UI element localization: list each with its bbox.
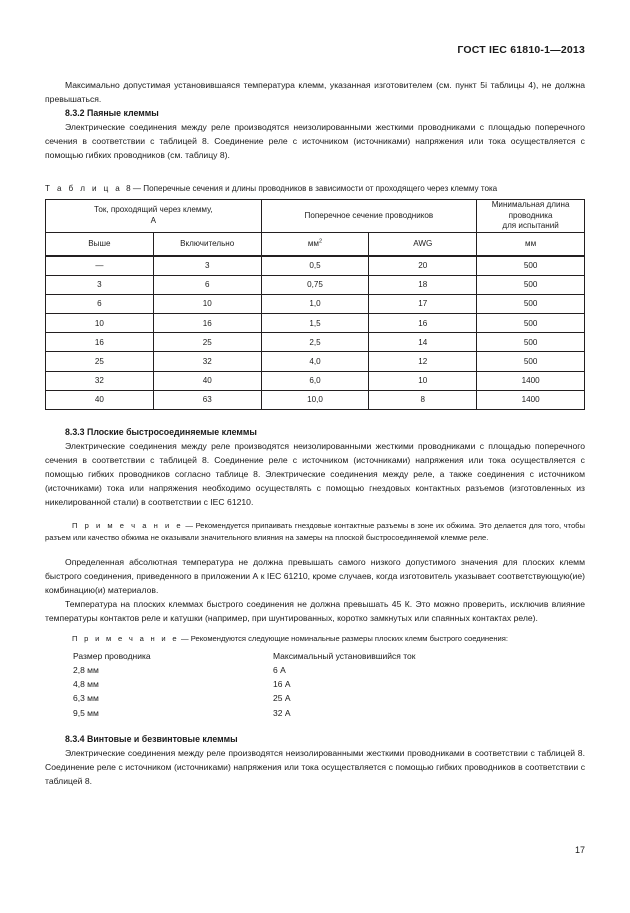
cell-awg: 12 (369, 352, 477, 371)
size-list-conductor-size: 4,8 мм (73, 679, 99, 690)
cell-mm2: 0,5 (261, 256, 369, 276)
table-8-conductor-sections (45, 199, 585, 410)
section-paragraph-8-3-4: Электрические соединения между реле производятся неизолированными жесткими проводниками в соответствии с таблицей 8. Соединение реле с источником (источниками) напряжения или тока осуществляется с помощью гибких проводников в соответствии с таблицей 8. (45, 747, 585, 787)
cell-mm2: 10,0 (261, 390, 369, 409)
size-list-item (73, 663, 585, 677)
cell-above: 40 (46, 390, 154, 409)
note-2-label: П р и м е ч а н и е (72, 634, 179, 644)
table-caption-text: — Поперечные сечения и длины проводников в зависимости от проходящего через клемму тока (130, 184, 498, 193)
table-head (46, 200, 585, 256)
column-header-mm2 (261, 232, 369, 256)
table-caption-number: 8 (126, 184, 131, 193)
cell-length: 500 (477, 314, 585, 333)
section-heading-8-3-4: 8.3.4 Винтовые и безвинтовые клеммы (65, 733, 238, 744)
cell-inclusive: 16 (153, 314, 261, 333)
upper-text-block (45, 78, 585, 163)
size-list-conductor-size: 6,3 мм (73, 693, 99, 704)
cell-awg: 18 (369, 275, 477, 294)
intro-paragraph: Максимально допустимая установившаяся температура клемм, указанная изготовителем (см. пункт 5i таблицы 4), не должна превышаться. (45, 80, 585, 105)
cell-mm2: 4,0 (261, 352, 369, 371)
cell-mm2: 0,75 (261, 275, 369, 294)
note-2-body: Рекомендуются следующие номинальные размеры плоских клемм быстрого соединения: (190, 634, 509, 644)
cell-above: — (46, 256, 154, 276)
column-header-mm2-base: мм (307, 239, 319, 248)
size-list-rows (73, 663, 585, 720)
table-group-header-row (46, 200, 585, 233)
cell-inclusive: 6 (153, 275, 261, 294)
cell-awg: 20 (369, 256, 477, 276)
cell-awg: 16 (369, 314, 477, 333)
group-header-current-line1: Ток, проходящий через клемму, (94, 205, 213, 215)
cell-mm2: 1,5 (261, 314, 369, 333)
size-list-max-current: 6 А (273, 665, 286, 676)
paragraph-absolute-temperature: Определенная абсолютная температура не должна превышать самого низкого допустимого значения для плоских клемм быстрого соединения, приведенного в приложении А к IEC 61210, кроме случаев, когда изготовитель указывает соответствующую(ие) комбинацию(и) материалов. (45, 556, 585, 595)
page-number: 17 (574, 845, 585, 855)
column-header-mm: мм (477, 232, 585, 256)
size-list-max-current: 32 А (273, 707, 291, 718)
size-list-item (73, 677, 585, 691)
note-1-label: П р и м е ч а н и е (72, 520, 183, 530)
cell-length: 500 (477, 294, 585, 313)
column-header-above: Выше (46, 232, 154, 256)
group-header-min-length-line2: для испытаний (502, 221, 559, 230)
note-2 (45, 633, 585, 646)
cell-length: 1400 (477, 371, 585, 390)
section-paragraph-8-3-3: Электрические соединения между реле производятся неизолированными жесткими проводниками с площадью поперечного сечения в соответствии с таблицей 8. Соединение реле с источником (источниками) напряжения или тока осуществляется с помощью гибких проводников согласно таблице 8. Электрические соединения между реле, а также соединения с источником (источниками) тока или напряжения необходимо осуществлять с помощью гнездовых контактных разъемов (изготовленных из никелированной стали) в соответствии с IEC 61210. (45, 441, 585, 508)
size-list-max-current: 16 А (273, 679, 291, 690)
column-header-awg: AWG (369, 232, 477, 256)
cell-mm2: 2,5 (261, 333, 369, 352)
cell-length: 500 (477, 333, 585, 352)
cell-length: 500 (477, 256, 585, 276)
lower-text-block (45, 425, 585, 788)
size-list-conductor-size: 9,5 мм (73, 707, 99, 718)
group-header-current-line2: А (150, 215, 156, 225)
cell-length: 500 (477, 352, 585, 371)
running-header-standard-ref: ГОСТ IEC 61810-1—2013 (457, 44, 585, 56)
cell-inclusive: 10 (153, 294, 261, 313)
table-caption (45, 183, 590, 194)
terminal-size-list (73, 649, 585, 720)
cell-above: 3 (46, 275, 154, 294)
note-1-dash: — (182, 520, 196, 530)
cell-above: 16 (46, 333, 154, 352)
cell-mm2: 6,0 (261, 371, 369, 390)
cell-awg: 10 (369, 371, 477, 390)
table-row (46, 333, 585, 352)
table-row (46, 294, 585, 313)
section-paragraph-8-3-2: Электрические соединения между реле производятся неизолированными жесткими проводниками с площадью поперечного сечения в соответствии с таблицей 8. Соединение реле с источником (источниками) напряжения или тока осуществляется с помощью гибких проводников (см. таблицу 8). (45, 122, 585, 161)
cell-awg: 17 (369, 294, 477, 313)
section-heading-8-3-3: 8.3.3 Плоские быстросоединяемые клеммы (65, 427, 257, 437)
size-list-max-current: 25 А (273, 693, 291, 704)
cell-awg: 8 (369, 390, 477, 409)
group-header-cross-section-line1: Поперечное сечение проводников (304, 210, 434, 220)
cell-mm2: 1,0 (261, 294, 369, 313)
size-list-item (73, 706, 585, 720)
cell-inclusive: 25 (153, 333, 261, 352)
group-header-min-length (477, 200, 585, 233)
cell-above: 6 (46, 294, 154, 313)
table-row (46, 371, 585, 390)
table-caption-label: Т а б л и ц а (45, 184, 123, 193)
cell-inclusive: 63 (153, 390, 261, 409)
size-list-header-row (73, 649, 585, 663)
table-row (46, 256, 585, 276)
table-unit-header-row (46, 232, 585, 256)
table-row (46, 390, 585, 409)
cell-above: 32 (46, 371, 154, 390)
cell-inclusive: 32 (153, 352, 261, 371)
group-header-min-length-line1: Минимальная длина проводника (491, 200, 570, 220)
size-list-header-max-current: Максимальный установившийся ток (273, 650, 416, 661)
note-1-body: Рекомендуется припаивать гнездовые контактные разъемы в зоне их обжима. Это делается для того, чтобы разъем или качество обжима не оказывали значительного влияния на замеры на плоской быстросоединяемой клемме реле. (45, 520, 585, 543)
cell-above: 10 (46, 314, 154, 333)
section-heading-8-3-2: 8.3.2 Паяные клеммы (65, 108, 159, 119)
group-header-current (46, 200, 262, 233)
cell-awg: 14 (369, 333, 477, 352)
cell-length: 1400 (477, 390, 585, 409)
table-row (46, 352, 585, 371)
size-list-item (73, 691, 585, 705)
cell-above: 25 (46, 352, 154, 371)
note-1 (45, 520, 585, 545)
cell-length: 500 (477, 275, 585, 294)
table-body (46, 256, 585, 410)
cell-inclusive: 3 (153, 256, 261, 276)
paragraph-temperature-limit: Температура на плоских клеммах быстрого соединения не должна превышать 45 К. Это можно проверить, исключив влияние температуры контактов реле и катушки (например, при шунтированных, коротко замкнутых или спаянных контактах реле). (45, 599, 585, 624)
column-header-mm2-superscript: 2 (319, 238, 323, 245)
cell-inclusive: 40 (153, 371, 261, 390)
group-header-cross-section (261, 200, 477, 233)
table-row (46, 275, 585, 294)
column-header-inclusive: Включительно (153, 232, 261, 256)
size-list-conductor-size: 2,8 мм (73, 665, 99, 676)
size-list-header-conductor-size: Размер проводника (73, 650, 151, 661)
note-2-dash: — (178, 634, 191, 644)
table-row (46, 314, 585, 333)
